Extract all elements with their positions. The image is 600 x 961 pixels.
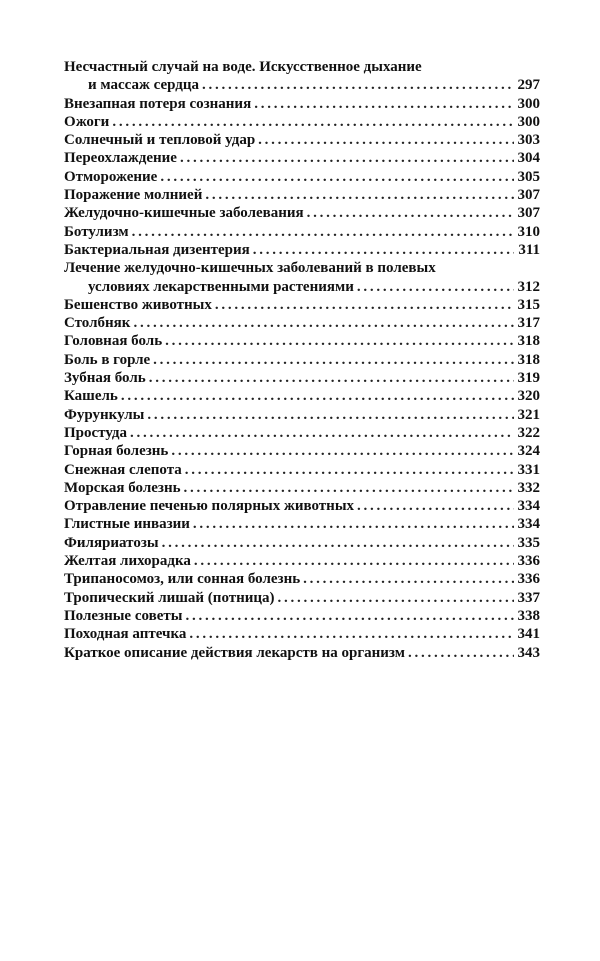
toc-page-number: 311 (518, 241, 540, 258)
toc-page-number: 310 (517, 223, 540, 240)
dot-leader (251, 95, 514, 113)
toc-entry-leader-line (64, 644, 540, 662)
dot-leader (354, 497, 514, 515)
toc-entry-first-aid-kit (64, 625, 540, 643)
dot-leader (109, 113, 514, 131)
toc-entry-title: Отравление печенью полярных животных (64, 498, 355, 515)
dot-leader (212, 296, 514, 314)
dot-leader (275, 589, 514, 607)
toc-entry-title: Горная болезнь (64, 443, 169, 460)
table-of-contents (64, 58, 540, 662)
dot-leader (127, 424, 514, 442)
dot-leader (159, 534, 514, 552)
toc-page-number: 300 (517, 113, 540, 130)
toc-entry-leader-line (64, 406, 540, 424)
toc-entry-leader-line (64, 625, 540, 643)
dot-leader (118, 387, 514, 405)
toc-page-number: 312 (517, 278, 540, 295)
dot-leader (250, 241, 514, 259)
toc-page-number: 334 (517, 516, 540, 533)
toc-entry-title: Ожоги (64, 113, 110, 130)
toc-entry-leader-line (64, 168, 540, 186)
toc-entry-leader-line (64, 296, 540, 314)
dot-leader (150, 351, 514, 369)
dot-leader (129, 223, 514, 241)
toc-page-number: 336 (517, 571, 540, 588)
toc-entry-cold (64, 424, 540, 442)
toc-entry-title: Полезные советы (64, 607, 183, 624)
toc-page-number: 303 (517, 132, 540, 149)
toc-entry-frostbite (64, 168, 540, 186)
toc-page-number: 307 (517, 187, 540, 204)
toc-page-number: 320 (517, 388, 540, 405)
toc-entry-leader-line (64, 497, 540, 515)
toc-entry-title: Внезапная потеря сознания (64, 95, 252, 112)
dot-leader (182, 607, 514, 625)
toc-entry-leader-line (64, 278, 540, 296)
toc-entry-snow-blindness (64, 461, 540, 479)
toc-entry-botulism (64, 223, 540, 241)
toc-entry-leader-line (64, 369, 540, 387)
toc-page-number: 338 (517, 607, 540, 624)
dot-leader (144, 406, 514, 424)
toc-entry-title: условиях лекарственными растениями (88, 278, 354, 295)
toc-entry-seasickness (64, 479, 540, 497)
toc-page-number: 297 (517, 77, 540, 94)
toc-entry-title: Снежная слепота (64, 461, 182, 478)
toc-entry-leader-line (64, 131, 540, 149)
toc-entry-title: и массаж сердца (88, 77, 200, 94)
dot-leader (157, 168, 514, 186)
toc-entry-title: Морская болезнь (64, 479, 181, 496)
dot-leader (255, 131, 514, 149)
toc-entry-boils (64, 406, 540, 424)
toc-entry-title: Солнечный и тепловой удар (64, 132, 256, 149)
toc-entry-title: Глистные инвазии (64, 516, 190, 533)
toc-page-number: 315 (517, 296, 540, 313)
toc-page-number: 324 (517, 443, 540, 460)
toc-entry-title: Простуда (64, 424, 127, 441)
dot-leader (146, 369, 514, 387)
toc-entry-leader-line (64, 223, 540, 241)
toc-entry-leader-line (64, 113, 540, 131)
toc-entry-leader-line (64, 534, 540, 552)
toc-entry-gastro (64, 204, 540, 222)
toc-entry-drowning (64, 58, 540, 95)
toc-entry-title: Ботулизм (64, 223, 129, 240)
toc-entry-leader-line (64, 149, 540, 167)
toc-entry-leader-line (64, 76, 540, 94)
dot-leader (186, 625, 514, 643)
toc-entry-cough (64, 387, 540, 405)
toc-entry-title: Тропический лишай (потница) (64, 589, 275, 606)
dot-leader (168, 442, 514, 460)
dot-leader (182, 461, 514, 479)
toc-entry-polar-liver (64, 497, 540, 515)
toc-entry-leader-line (64, 479, 540, 497)
dot-leader (191, 552, 514, 570)
toc-entry-title: Бешенство животных (64, 296, 212, 313)
toc-entry-toothache (64, 369, 540, 387)
toc-entry-leader-line (64, 351, 540, 369)
toc-entry-leader-line (64, 95, 540, 113)
toc-page-number: 334 (517, 498, 540, 515)
dot-leader (354, 278, 514, 296)
toc-entry-title: Головная боль (64, 333, 163, 350)
toc-entry-title: Краткое описание действия лекарств на организм (64, 644, 405, 661)
toc-entry-dysentery (64, 241, 540, 259)
toc-entry-yellow-fever (64, 552, 540, 570)
toc-page-number: 341 (517, 626, 540, 643)
toc-entry-title: Филяриатозы (64, 534, 159, 551)
toc-entry-prickly-heat (64, 589, 540, 607)
toc-page-number: 300 (517, 95, 540, 112)
dot-leader (304, 204, 514, 222)
toc-entry-headache (64, 332, 540, 350)
dot-leader (190, 515, 514, 533)
toc-entry-title: Желтая лихорадка (64, 553, 191, 570)
dot-leader (177, 149, 514, 167)
toc-page-number: 335 (517, 534, 540, 551)
toc-entry-title: Фурункулы (64, 406, 145, 423)
toc-entry-title: Зубная боль (64, 370, 146, 387)
toc-entry-leader-line (64, 241, 540, 259)
toc-entry-leader-line (64, 607, 540, 625)
toc-entry-leader-line (64, 570, 540, 588)
dot-leader (130, 314, 514, 332)
toc-entry-leader-line (64, 424, 540, 442)
toc-entry-title: Столбняк (64, 315, 131, 332)
toc-page-number: 337 (517, 589, 540, 606)
toc-entry-title: Поражение молнией (64, 187, 203, 204)
toc-entry-sleeping-sickness (64, 570, 540, 588)
toc-entry-leader-line (64, 461, 540, 479)
toc-entry-filariasis (64, 534, 540, 552)
dot-leader (181, 479, 514, 497)
toc-entry-leader-line (64, 314, 540, 332)
dot-leader (199, 76, 514, 94)
dot-leader (162, 332, 514, 350)
toc-entry-useful-tips (64, 607, 540, 625)
toc-page-number: 317 (517, 315, 540, 332)
toc-entry-burns (64, 113, 540, 131)
toc-entry-lightning (64, 186, 540, 204)
toc-entry-leader-line (64, 515, 540, 533)
toc-entry-leader-line (64, 204, 540, 222)
toc-page-number: 305 (517, 168, 540, 185)
toc-entry-drug-effects (64, 644, 540, 662)
toc-entry-altitude-sickness (64, 442, 540, 460)
toc-entry-tetanus (64, 314, 540, 332)
toc-page-number: 321 (517, 406, 540, 423)
toc-page-number: 336 (517, 553, 540, 570)
toc-page-number: 304 (517, 150, 540, 167)
toc-entry-sore-throat (64, 351, 540, 369)
toc-entry-leader-line (64, 186, 540, 204)
toc-entry-title-line: Несчастный случай на воде. Искусственное дыхание (64, 59, 422, 75)
toc-entry-heatstroke (64, 131, 540, 149)
toc-entry-title: Отморожение (64, 168, 158, 185)
toc-entry-leader-line (64, 552, 540, 570)
toc-entry-title: Трипаносомоз, или сонная болезнь (64, 571, 301, 588)
toc-entry-title: Кашель (64, 388, 118, 405)
toc-page-number: 307 (517, 205, 540, 222)
toc-entry-leader-line (64, 589, 540, 607)
toc-page-number: 322 (517, 424, 540, 441)
toc-entry-rabies (64, 296, 540, 314)
toc-page-number: 318 (517, 333, 540, 350)
toc-entry-leader-line (64, 332, 540, 350)
toc-entry-leader-line (64, 387, 540, 405)
dot-leader (405, 644, 514, 662)
toc-entry-title-line: Лечение желудочно-кишечных заболеваний в полевых (64, 260, 436, 277)
toc-entry-title: Походная аптечка (64, 626, 187, 643)
dot-leader (300, 570, 514, 588)
toc-entry-title: Переохлаждение (64, 150, 177, 167)
toc-page-number: 343 (517, 644, 540, 661)
toc-page-number: 332 (517, 479, 540, 496)
toc-entry-hypothermia (64, 149, 540, 167)
toc-entry-title: Боль в горле (64, 351, 151, 368)
toc-page-number: 331 (517, 461, 540, 478)
toc-entry-title: Желудочно-кишечные заболевания (64, 205, 304, 222)
toc-page-number: 318 (517, 351, 540, 368)
dot-leader (202, 186, 514, 204)
toc-entry-leader-line (64, 442, 540, 460)
toc-page-number: 319 (517, 370, 540, 387)
toc-entry-worms (64, 515, 540, 533)
toc-entry-title: Бактериальная дизентерия (64, 241, 250, 258)
toc-entry-herbal-treatment (64, 259, 540, 296)
toc-entry-fainting (64, 95, 540, 113)
